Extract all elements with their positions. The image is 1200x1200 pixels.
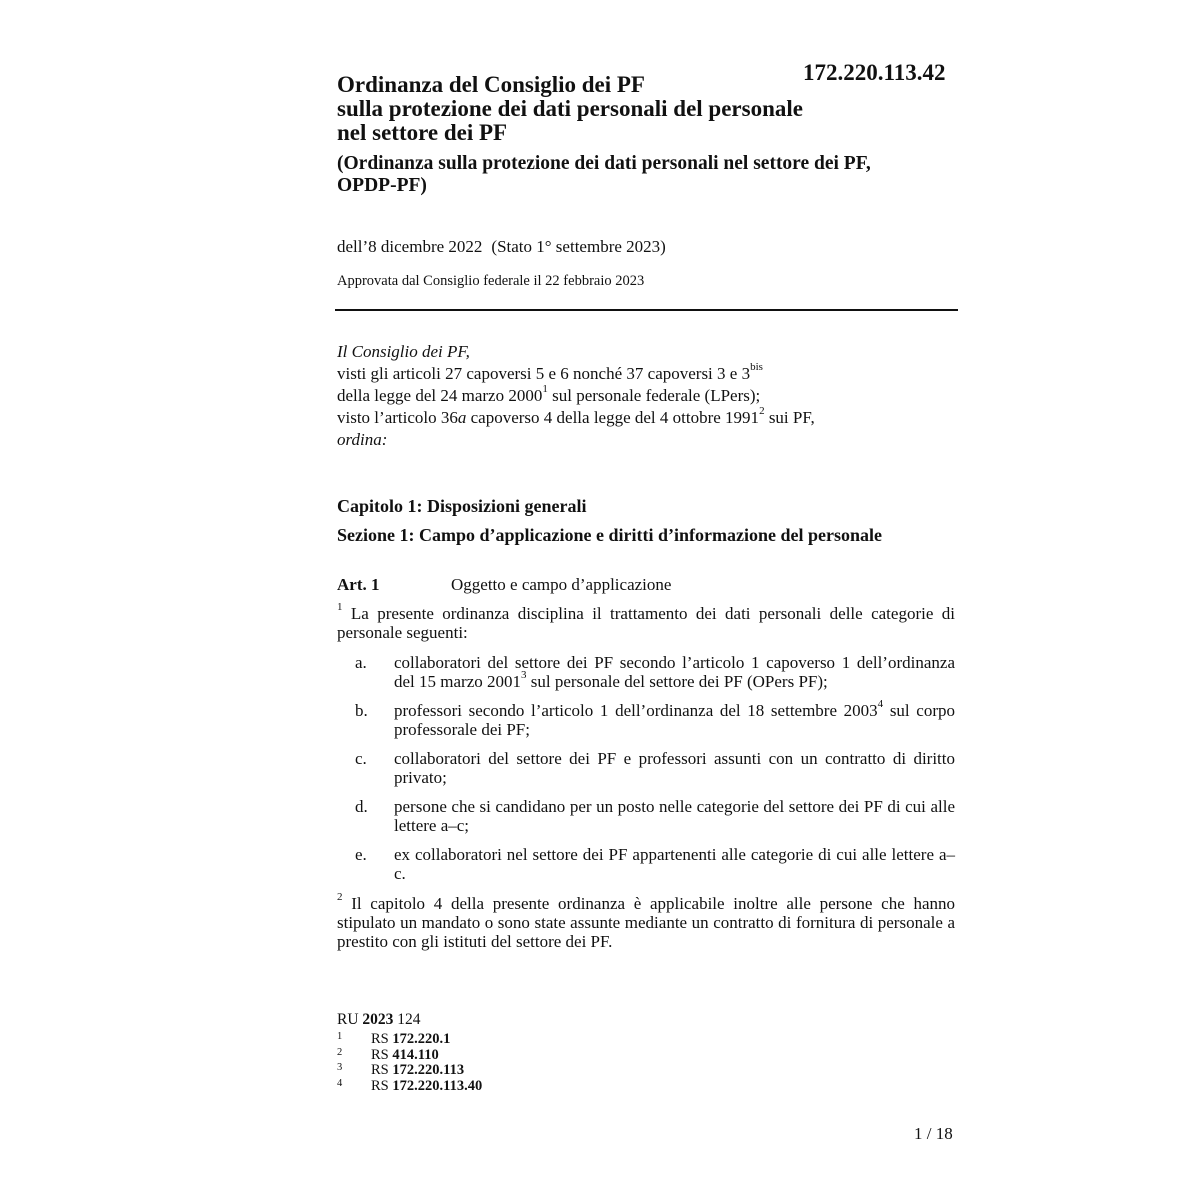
horizontal-rule <box>335 309 958 311</box>
footnote-link[interactable]: 172.220.113 <box>392 1062 465 1078</box>
subtitle-line: (Ordinanza sulla protezione dei dati personali nel settore dei PF, <box>337 153 871 174</box>
document-subtitle <box>337 153 957 197</box>
title-line: Ordinanza del Consiglio dei PF <box>337 72 645 97</box>
document-status: (Stato 1° settembre 2023) <box>491 237 666 256</box>
list-item <box>355 653 955 691</box>
footnote-number: 3 <box>337 1062 343 1073</box>
official-collection-ref: RU 2023 124 <box>337 1011 421 1028</box>
document-date-line <box>337 237 666 257</box>
section-heading: Sezione 1: Campo d’applicazione e diritti d’informazione del personale <box>337 525 882 545</box>
footnote-number: 4 <box>337 1077 343 1089</box>
list-text: professori secondo l’articolo 1 dell’ordinanza del 18 settembre 2003$^4$ sul corpo professorale dei PF; <box>394 698 956 739</box>
preamble-line: visti gli articoli 27 capoversi 5 e 6 nonché 37 capoversi 3 e $3^{bis}$ <box>337 361 763 383</box>
preamble-issuer: Il Consiglio dei PF, <box>337 342 470 361</box>
footnote-ref[interactable]: 3 <box>521 669 527 682</box>
subtitle-line: OPDP-PF) <box>337 175 427 196</box>
footnote-number: 2 <box>337 1046 343 1058</box>
footnote: 4 RS 172.220.113.40 <box>337 1077 483 1094</box>
document-number: 172.220.113.42 <box>803 60 946 85</box>
footnote-link[interactable]: 414.110 <box>392 1046 439 1063</box>
list-letter: a. <box>355 653 367 672</box>
footnote: 1 RS 172.220.1 <box>337 1031 451 1047</box>
list-text: collaboratori del settore dei PF secondo l’articolo 1 capoverso 1 dell’ordinanza del 15 marzo 2001$^3$ sul personale del settore dei PF (OPers PF); <box>394 653 955 691</box>
article-paragraph-1: $^1$ La presente ordinanza disciplina il trattamento dei dati personali delle categorie di personale seguenti: <box>337 601 955 642</box>
list-letter: e. <box>355 845 367 864</box>
list-letter: b. <box>355 701 368 720</box>
paragraph-number: 1 <box>337 601 343 614</box>
footnote-ref[interactable]: 1 <box>542 383 548 396</box>
approval-note: Approvata dal Consiglio federale il 22 febbraio 2023 <box>337 273 645 289</box>
list-letter: d. <box>355 797 368 816</box>
footnotes <box>337 1032 482 1094</box>
preamble <box>337 341 957 451</box>
footnote-sup: bis <box>750 361 763 374</box>
preamble-line: della legge del 24 marzo 2000$^1$ sul personale federale (LPers); <box>337 383 761 405</box>
chapter-heading: Capitolo 1: Disposizioni generali <box>337 496 587 516</box>
list-text: persone che si candidano per un posto nelle categorie del settore dei PF di cui alle lettere a–c; <box>394 797 955 835</box>
footnote-ref[interactable]: 4 <box>877 698 884 711</box>
list-item <box>355 797 955 835</box>
paragraph-number: 2 <box>337 891 343 904</box>
article-number: Art. 1 <box>337 575 380 594</box>
page-number: 1 / 18 <box>914 1124 953 1143</box>
footnote: 3 RS 172.220.113 <box>337 1062 465 1078</box>
preamble-line: visto l’articolo 36a capoverso 4 della legge del 4 ottobre 1991$^2$ sui PF, <box>337 405 815 427</box>
title-line: nel settore dei PF <box>337 120 508 145</box>
footnote: 2 RS 414.110 <box>337 1046 439 1063</box>
document-title <box>337 73 937 145</box>
list-item <box>355 749 955 787</box>
footnote-link[interactable]: 172.220.113.40 <box>392 1077 483 1094</box>
footnote-link[interactable]: 172.220.1 <box>392 1031 451 1047</box>
list-letter: c. <box>355 749 367 768</box>
footnote-number: 1 <box>337 1031 343 1042</box>
list-text: collaboratori del settore dei PF e professori assunti con un contratto di diritto privato; <box>394 749 955 787</box>
list-item <box>355 845 955 883</box>
preamble-closing: ordina: <box>337 430 388 449</box>
footnote-ref[interactable]: 2 <box>759 405 765 418</box>
category-list <box>355 653 955 893</box>
title-line: sulla protezione dei dati personali del personale <box>337 96 803 121</box>
document-date: dell’8 dicembre 2022 <box>337 237 483 256</box>
article-paragraph-2: $^2$ Il capitolo 4 della presente ordinanza è applicabile inoltre alle persone che hanno stipulato un mandato o sono state assunte mediante un contratto di fornitura di personale a prestito con gli istituti del settore dei PF. <box>337 891 955 951</box>
list-text: ex collaboratori nel settore dei PF appartenenti alle categorie di cui alle lettere a–c. <box>394 845 955 883</box>
list-item <box>355 698 956 739</box>
article-title: Oggetto e campo d’applicazione <box>451 575 672 594</box>
